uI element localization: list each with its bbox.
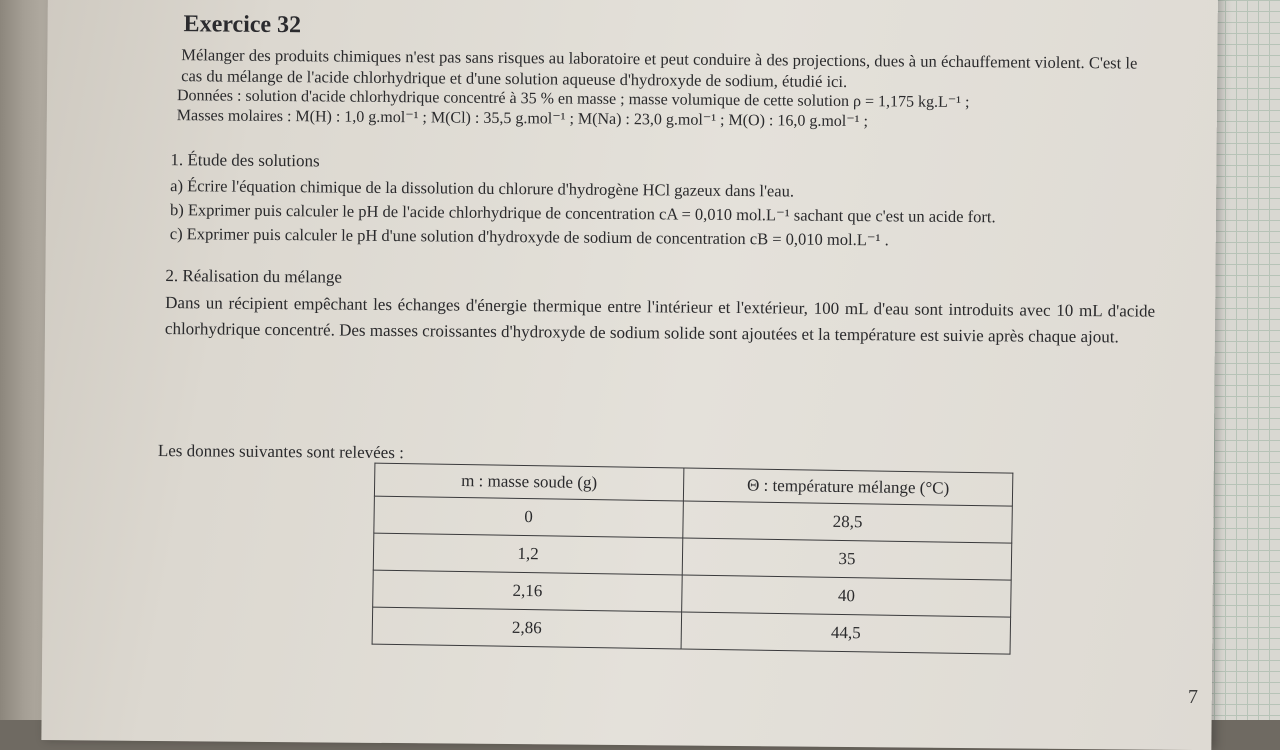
data-line-molar-masses: Masses molaires : M(H) : 1,0 g.mol⁻¹ ; M(Cl) : 35,5 g.mol⁻¹ ; M(Na) : 23,0 g.mol⁻¹ ; M(O) : 16,0 g.mol⁻¹ ; — [176, 107, 869, 131]
table-cell-mass: 0 — [374, 496, 684, 538]
table-cell-temperature: 35 — [682, 538, 1012, 580]
table-cell-temperature: 40 — [682, 575, 1012, 617]
data-line-solution: Données : solution d'acide chlorhydrique concentré à 35 % en masse ; masse volumique de cette solution ρ = 1,175 kg.L⁻¹ ; — [176, 87, 970, 112]
table-cell-temperature: 28,5 — [683, 501, 1013, 543]
section1-title: 1. Étude des solutions — [170, 150, 320, 171]
question-a: a) Écrire l'équation chimique de la dissolution du chlorure d'hydrogène HCl gazeux dans l'eau. — [170, 176, 795, 201]
releves-label: Les donnes suivantes sont relevées : — [157, 440, 404, 463]
table-cell-temperature: 44,5 — [681, 612, 1011, 654]
question-b: b) Exprimer puis calculer le pH de l'acide chlorhydrique de concentration cA = 0,010 mol.L⁻¹ sachant que c'est un acide fort. — [169, 200, 996, 227]
page-number: 7 — [1188, 686, 1198, 708]
exercise-content — [157, 11, 1156, 643]
table-cell-mass: 2,86 — [372, 607, 682, 649]
question-c: c) Exprimer puis calculer le pH d'une solution d'hydroxyde de sodium de concentration cB = 0,010 mol.L⁻¹ . — [169, 224, 889, 250]
table-cell-mass: 1,2 — [373, 533, 683, 575]
section2-title: 2. Réalisation du mélange — [165, 266, 343, 287]
measurements-table — [372, 463, 1014, 655]
exercise-intro: Mélanger des produits chimiques n'est pas sans risques au laboratoire et peut conduire à des projections, dues à un échauffement violent. C'est le cas du mélange de l'acide chlorhydrique et d'une solution aqueuse d'hydroxyde de sodium, étudié ici. — [181, 45, 1138, 91]
section2-text: Dans un récipient empêchant les échanges d'énergie thermique entre l'intérieur et l'extérieur, 100 mL d'eau sont introduits avec 10 mL d'acide chlorhydrique concentré. Des masses croissantes d'hydroxyde de sodium solide sont ajoutées et la température est suivie après chaque ajout. — [164, 293, 1156, 347]
exercise-title: Exercice 32 — [183, 11, 302, 39]
table-cell-mass: 2,16 — [373, 570, 683, 612]
table-header-temperature: Θ : température mélange (°C) — [683, 468, 1012, 506]
table-header-mass: m : masse soude (g) — [374, 463, 683, 501]
textbook-page — [41, 0, 1218, 750]
